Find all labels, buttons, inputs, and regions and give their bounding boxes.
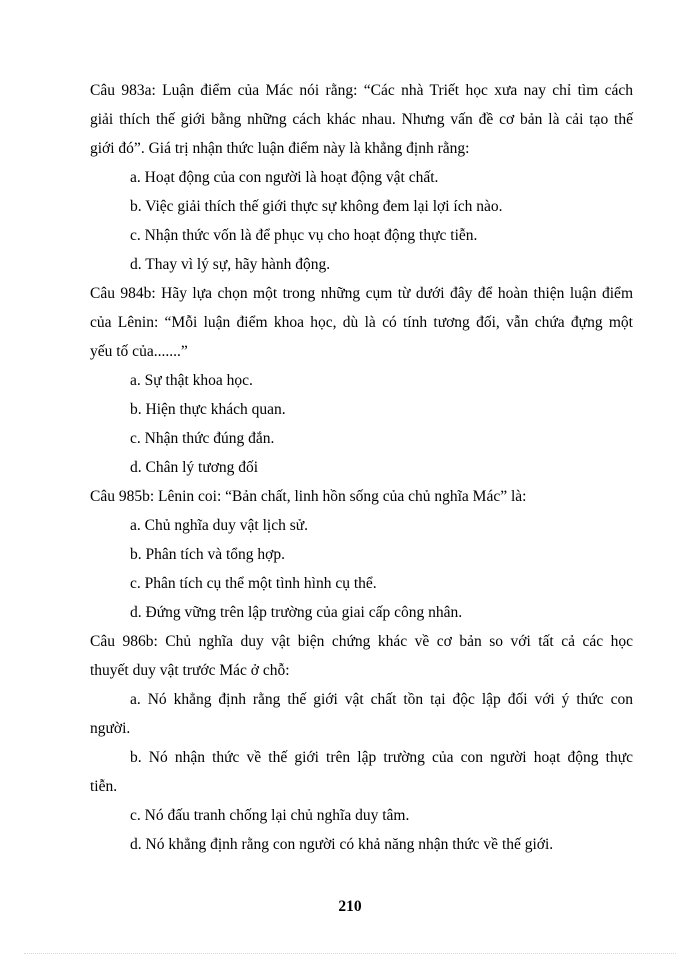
question-stem-line: yếu tố của.......” [90, 343, 188, 360]
question-stem-line: giới đó”. Giá trị nhận thức luận điểm này là khẳng định rằng: [90, 140, 470, 157]
answer-option-b: b. Nó nhận thức về thế giới trên lập trường của con người hoạt động thực [130, 749, 633, 766]
question-stem-line: Câu 985b: Lênin coi: “Bản chất, linh hồn sống của chủ nghĩa Mác” là: [90, 488, 527, 505]
answer-option-d: d. Đứng vững trên lập trường của giai cấp công nhân. [130, 604, 463, 621]
answer-option-b-continuation: tiễn. [90, 778, 118, 795]
answer-option-d: d. Nó khẳng định rằng con người có khả năng nhận thức về thế giới. [130, 836, 554, 853]
answer-option-d: d. Thay vì lý sự, hãy hành động. [130, 256, 331, 273]
question-stem-line: thuyết duy vật trước Mác ở chỗ: [90, 662, 290, 679]
question-stem-line: Câu 983a: Luận điểm của Mác nói rằng: “Các nhà Triết học xưa nay chỉ tìm cách [90, 82, 633, 99]
answer-option-d: d. Chân lý tương đối [130, 459, 259, 476]
question-stem-line: của Lênin: “Mỗi luận điểm khoa học, dù là có tính tương đối, vẫn chứa đựng một [90, 314, 633, 331]
question-list [90, 76, 633, 859]
page-number: 210 [338, 898, 362, 915]
page-bottom-divider [24, 953, 676, 954]
answer-option-a-continuation: người. [90, 720, 131, 737]
answer-option-b: b. Phân tích và tổng hợp. [130, 546, 285, 563]
answer-option-c: c. Phân tích cụ thể một tình hình cụ thể. [130, 575, 377, 592]
question-stem-line: giải thích thế giới bằng những cách khác nhau. Nhưng vấn đề cơ bản là cải tạo thế [90, 111, 633, 128]
answer-option-b: b. Việc giải thích thế giới thực sự không đem lại lợi ích nào. [130, 198, 503, 215]
answer-option-a: a. Nó khẳng định rằng thế giới vật chất tồn tại độc lập đối với ý thức con [130, 691, 633, 708]
answer-option-c: c. Nhận thức vốn là để phục vụ cho hoạt động thực tiễn. [130, 227, 478, 244]
answer-option-c: c. Nhận thức đúng đắn. [130, 430, 275, 447]
question-983a [90, 76, 633, 279]
question-985b [90, 482, 633, 627]
answer-option-b: b. Hiện thực khách quan. [130, 401, 286, 418]
answer-option-c: c. Nó đấu tranh chống lại chủ nghĩa duy tâm. [130, 807, 410, 824]
question-986b [90, 627, 633, 859]
answer-option-a: a. Sự thật khoa học. [130, 372, 253, 389]
answer-option-a: a. Hoạt động của con người là hoạt động vật chất. [130, 169, 439, 186]
answer-option-a: a. Chủ nghĩa duy vật lịch sử. [130, 517, 309, 534]
question-984b [90, 279, 633, 482]
question-stem-line: Câu 984b: Hãy lựa chọn một trong những cụm từ dưới đây để hoàn thiện luận điểm [90, 285, 633, 302]
question-stem-line: Câu 986b: Chủ nghĩa duy vật biện chứng khác về cơ bản so với tất cả các học [90, 633, 633, 650]
